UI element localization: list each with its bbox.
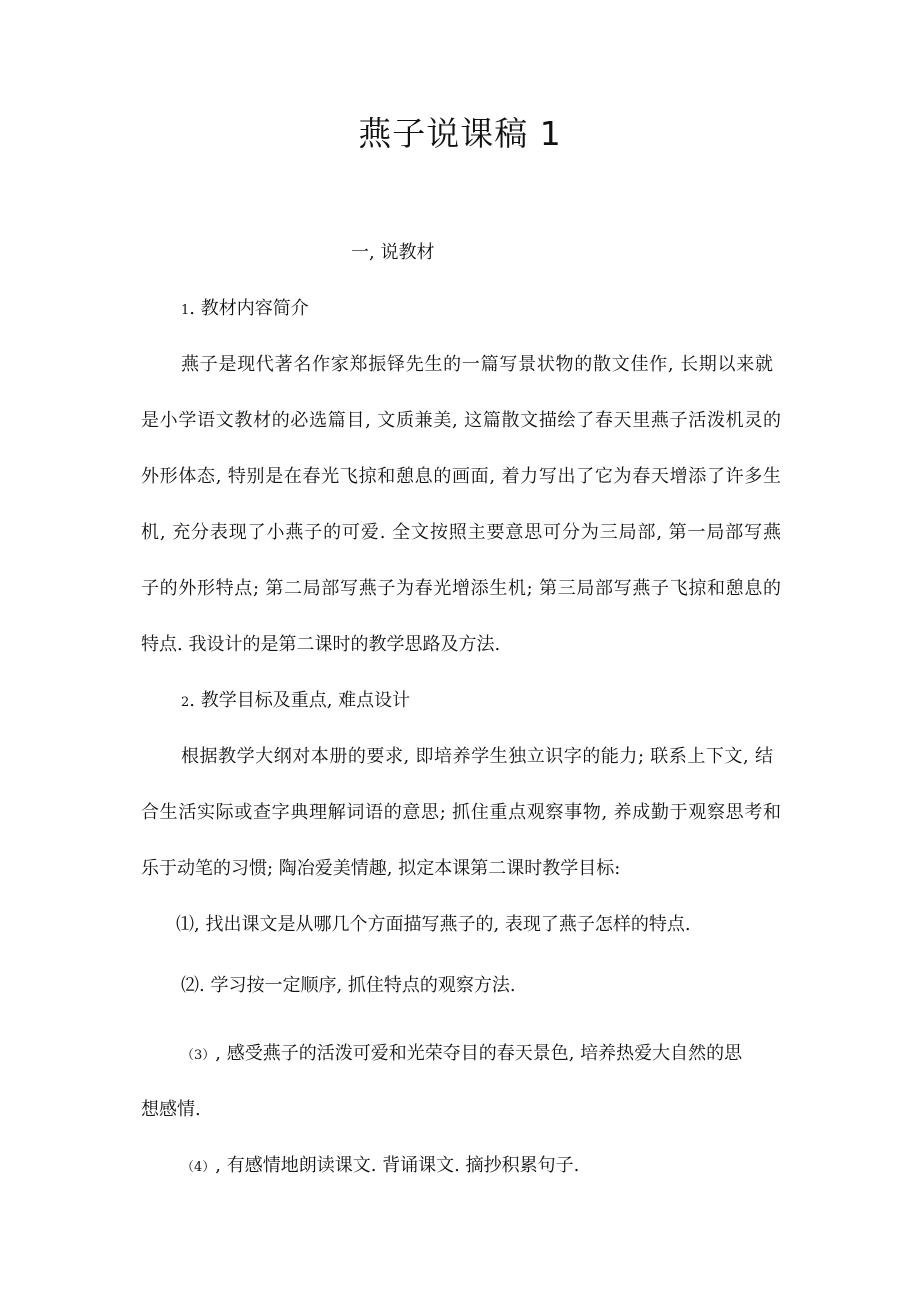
subsection-heading-2 [181, 688, 410, 716]
paragraph-line: 合生活实际或查字典理解词语的意思; 抓住重点观察事物, 养成勤于观察思考和 [141, 802, 781, 823]
objective-item [176, 912, 691, 938]
document-title: 燕子说课稿 1 [358, 114, 562, 153]
paragraph-line: 子的外形特点; 第二局部写燕子为春光增添生机; 第三局部写燕子飞掠和憩息的 [141, 578, 781, 599]
objective-item [181, 973, 516, 999]
section-heading: 一, 说教材 [351, 242, 435, 263]
paragraph-line: 根据教学大纲对本册的要求, 即培养学生独立识字的能力; 联系上下文, 结 [181, 746, 773, 767]
objective-marker: ⑴ [176, 914, 194, 935]
objective-marker: （3） [181, 1048, 216, 1063]
objective-item [181, 1153, 579, 1181]
subsection-number: 2 [181, 695, 190, 710]
paragraph-line: 乐于动笔的习惯; 陶冶爱美情趣, 拟定本课第二课时教学目标: [141, 858, 621, 879]
subsection-label: . 教材内容简介 [189, 298, 309, 319]
subsection-heading-1 [181, 296, 309, 324]
paragraph-line: 特点. 我设计的是第二课时的教学思路及方法. [141, 634, 501, 655]
objective-item [181, 1041, 781, 1069]
subsection-label: . 教学目标及重点, 难点设计 [189, 690, 411, 711]
paragraph-line: 外形体态, 特别是在春光飞掠和憩息的画面, 着力写出了它为春天增添了许多生 [141, 466, 781, 487]
subsection-number: 1 [181, 303, 190, 318]
objective-text: , 找出课文是从哪几个方面描写燕子的, 表现了燕子怎样的特点. [194, 914, 691, 935]
objective-text: . 学习按一定顺序, 抓住特点的观察方法. [199, 975, 516, 996]
paragraph-line: 是小学语文教材的必选篇目, 文质兼美, 这篇散文描绘了春天里燕子活泼机灵的 [141, 410, 781, 431]
objective-text: , 有感情地朗读课文. 背诵课文. 摘抄积累句子. [215, 1155, 580, 1176]
objective-marker: ⑵ [181, 975, 199, 996]
objective-continuation: 想感情. [141, 1099, 201, 1120]
objective-text: , 感受燕子的活泼可爱和光荣夺目的春天景色, 培养热爱大自然的思 [215, 1043, 743, 1064]
paragraph-line: 机, 充分表现了小燕子的可爱. 全文按照主要意思可分为三局部, 第一局部写燕 [141, 522, 781, 543]
paragraph-line: 燕子是现代著名作家郑振铎先生的一篇写景状物的散文佳作, 长期以来就 [181, 354, 773, 375]
objective-marker: （4） [181, 1160, 216, 1175]
